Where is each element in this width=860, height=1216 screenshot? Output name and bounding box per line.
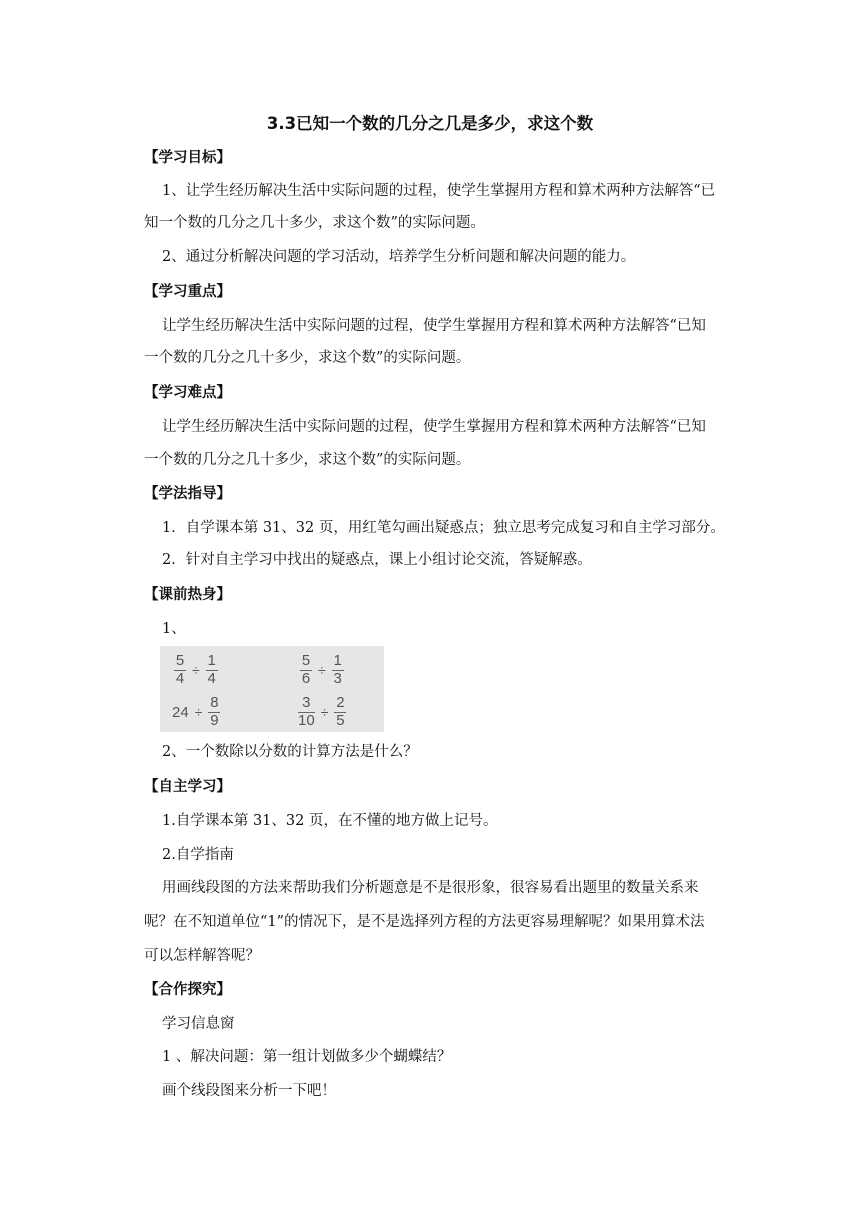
goals-item-1-line-2: 知一个数的几分之几十多少，求这个数”的实际问题。: [144, 215, 485, 231]
page-title: 3.3已知一个数的几分之几是多少，求这个数: [266, 114, 594, 133]
key-points-line-2: 一个数的几分之几十多少，求这个数”的实际问题。: [144, 350, 471, 366]
fraction: $\frac{5}{6}$: [301, 652, 311, 687]
fraction: $\frac{8}{9}$: [210, 694, 219, 729]
section-heading-warm-up: 【课前热身】: [144, 587, 231, 603]
study-method-item-2: 2．针对自主学习中找出的疑惑点，课上小组讨论交流，答疑解惑。: [162, 552, 592, 568]
difficulties-line-2: 一个数的几分之几十多少，求这个数”的实际问题。: [144, 452, 471, 468]
self-study-item-1: 1.自学课本第 31、32 页，在不懂的地方做上记号。: [162, 813, 498, 829]
section-heading-difficulties: 【学习难点】: [144, 385, 231, 401]
fraction: $\frac{2}{5}$: [336, 694, 345, 729]
divide-sign: ÷: [194, 704, 203, 720]
self-study-guide-line-3: 可以怎样解答呢？: [144, 948, 260, 964]
warm-up-item-1-label: 1、: [162, 621, 186, 637]
goals-item-2: 2、通过分析解决问题的学习活动，培养学生分析问题和解决问题的能力。: [162, 249, 636, 265]
self-study-guide-line-1: 用画线段图的方法来帮助我们分析题意是不是很形象，很容易看出题里的数量关系来: [162, 880, 699, 896]
self-study-guide-line-2: 呢？在不知道单位“1”的情况下，是不是选择列方程的方法更容易理解呢？如果用算术法: [144, 914, 705, 930]
fraction: $\frac{3}{10}$: [298, 694, 315, 729]
divide-sign: ÷: [192, 662, 200, 678]
section-heading-cooperative-inquiry: 【合作探究】: [144, 982, 231, 998]
division-exercises-image: [160, 646, 384, 732]
problem-1: 1 、解决问题：第一组计划做多少个蝴蝶结？: [162, 1049, 452, 1065]
goals-item-1-line-1: 1、让学生经历解决生活中实际问题的过程，使学生掌握用方程和算术两种方法解答“已: [162, 183, 716, 199]
exercise-4: [298, 696, 346, 728]
warm-up-item-2: 2、一个数除以分数的计算方法是什么？: [162, 744, 418, 760]
divide-sign: ÷: [318, 662, 326, 678]
fraction: $\frac{1}{3}$: [333, 652, 342, 687]
study-method-item-1: 1．自学课本第 31、32 页，用红笔勾画出疑惑点；独立思考完成复习和自主学习部分。: [162, 520, 725, 536]
difficulties-line-1: 让学生经历解决生活中实际问题的过程，使学生掌握用方程和算术两种方法解答“已知: [162, 419, 706, 435]
fraction: $\frac{5}{4}$: [175, 652, 185, 687]
integer: 24: [172, 703, 189, 721]
key-points-line-1: 让学生经历解决生活中实际问题的过程，使学生掌握用方程和算术两种方法解答“已知: [162, 318, 706, 334]
exercise-1: [174, 654, 218, 686]
fraction: $\frac{1}{4}$: [207, 652, 216, 687]
line-diagram-prompt: 画个线段图来分析一下吧！: [162, 1083, 336, 1099]
exercise-2: [300, 654, 344, 686]
info-window-label: 学习信息窗: [162, 1016, 235, 1032]
section-heading-key-points: 【学习重点】: [144, 284, 231, 300]
exercise-3: [172, 696, 220, 728]
section-heading-self-study: 【自主学习】: [144, 779, 231, 795]
self-study-item-2: 2.自学指南: [162, 847, 234, 863]
section-heading-goals: 【学习目标】: [144, 150, 231, 166]
divide-sign: ÷: [320, 704, 329, 720]
section-heading-study-method: 【学法指导】: [144, 486, 231, 502]
